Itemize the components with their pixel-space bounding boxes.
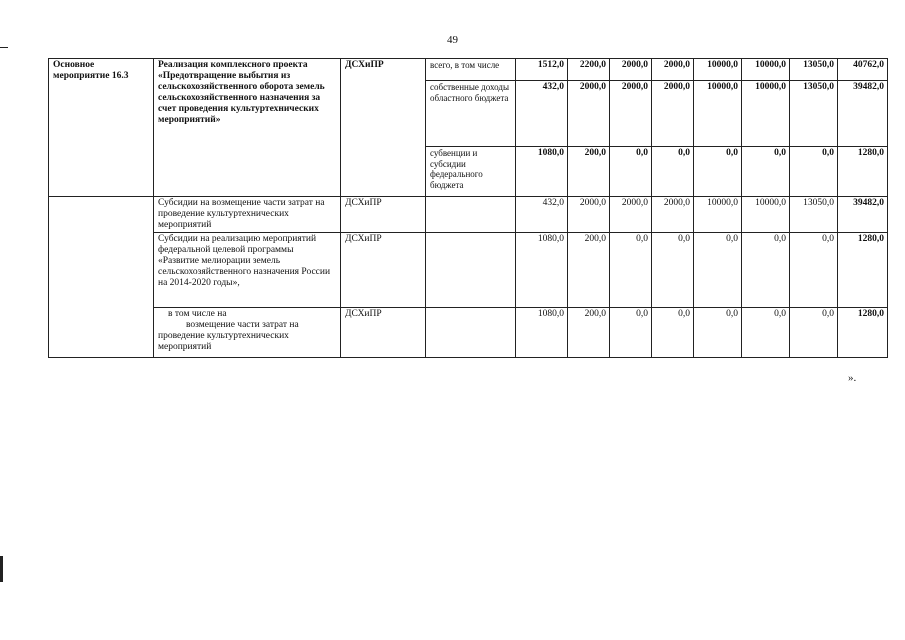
source-cell: [426, 197, 516, 233]
measure-title-cell: Реализация комплексного проекта «Предотвращение выбытия из сельскохозяйственного оборота земель сельскохозяйственного назначения за счет проведения культуртехнических мероприятий»: [154, 59, 341, 197]
value-cell: 2000,0: [652, 59, 694, 81]
value-cell: 0,0: [790, 233, 838, 308]
value-cell: 10000,0: [742, 59, 790, 81]
value-cell: 2000,0: [568, 81, 610, 147]
value-cell: 0,0: [694, 233, 742, 308]
executor-cell: ДСХиПР: [341, 59, 426, 197]
value-cell: 432,0: [516, 197, 568, 233]
measure-cell-empty: [49, 197, 154, 358]
measure-title-cell: Субсидии на возмещение части затрат на проведение культуртехнических мероприятий: [154, 197, 341, 233]
value-cell: 2000,0: [610, 197, 652, 233]
value-cell: 0,0: [610, 233, 652, 308]
value-cell: 0,0: [694, 147, 742, 197]
value-cell: 0,0: [742, 233, 790, 308]
value-cell: 13050,0: [790, 81, 838, 147]
value-cell: 2000,0: [610, 59, 652, 81]
table-row: [49, 197, 888, 233]
value-cell: 13050,0: [790, 59, 838, 81]
total-cell: 1280,0: [838, 233, 888, 308]
total-cell: 40762,0: [838, 59, 888, 81]
page-number: 49: [447, 34, 458, 46]
value-cell: 0,0: [790, 308, 838, 358]
value-cell: 200,0: [568, 233, 610, 308]
value-cell: 0,0: [742, 147, 790, 197]
source-cell: собственные доходы областного бюджета: [426, 81, 516, 147]
value-cell: 2000,0: [652, 197, 694, 233]
value-cell: 10000,0: [694, 197, 742, 233]
source-cell: субвенции и субсидии федерального бюджета: [426, 147, 516, 197]
value-cell: 1080,0: [516, 233, 568, 308]
value-cell: 0,0: [790, 147, 838, 197]
total-cell: 1280,0: [838, 147, 888, 197]
total-cell: 39482,0: [838, 81, 888, 147]
source-cell: [426, 308, 516, 358]
value-cell: 1080,0: [516, 147, 568, 197]
value-cell: 2000,0: [652, 81, 694, 147]
measure-title-cell: Субсидии на реализацию мероприятий федеральной целевой программы «Развитие мелиорации земель сельскохозяйственного назначения России на 2014-2020 годы»,: [154, 233, 341, 308]
value-cell: 200,0: [568, 308, 610, 358]
value-cell: 432,0: [516, 81, 568, 147]
margin-bar-bottom: [0, 556, 3, 582]
value-cell: 1512,0: [516, 59, 568, 81]
value-cell: 0,0: [610, 308, 652, 358]
value-cell: 0,0: [652, 233, 694, 308]
value-cell: 10000,0: [694, 81, 742, 147]
value-cell: 10000,0: [694, 59, 742, 81]
value-cell: 200,0: [568, 147, 610, 197]
value-cell: 10000,0: [742, 197, 790, 233]
executor-cell: ДСХиПР: [341, 308, 426, 358]
value-cell: 0,0: [742, 308, 790, 358]
total-cell: 39482,0: [838, 197, 888, 233]
source-cell: всего, в том числе: [426, 59, 516, 81]
value-cell: 2000,0: [610, 81, 652, 147]
total-cell: 1280,0: [838, 308, 888, 358]
closing-quote-mark: ».: [848, 372, 857, 384]
value-cell: 0,0: [610, 147, 652, 197]
margin-tick-top: [0, 47, 8, 48]
value-cell: 0,0: [652, 147, 694, 197]
executor-cell: ДСХиПР: [341, 233, 426, 308]
budget-table: [48, 58, 888, 358]
value-cell: 1080,0: [516, 308, 568, 358]
value-cell: 0,0: [694, 308, 742, 358]
value-cell: 2000,0: [568, 197, 610, 233]
value-cell: 13050,0: [790, 197, 838, 233]
executor-cell: ДСХиПР: [341, 197, 426, 233]
measure-title-cell: [154, 308, 341, 358]
title-line-indent: в том числе на: [168, 309, 227, 319]
source-cell: [426, 233, 516, 308]
table-row: [49, 308, 888, 358]
measure-cell: Основное мероприятие 16.3: [49, 59, 154, 197]
title-line: возмещение части затрат на проведение культуртехнических мероприятий: [158, 320, 299, 352]
table-row: [49, 233, 888, 308]
value-cell: 0,0: [652, 308, 694, 358]
value-cell: 10000,0: [742, 81, 790, 147]
table-row: [49, 59, 888, 81]
value-cell: 2200,0: [568, 59, 610, 81]
